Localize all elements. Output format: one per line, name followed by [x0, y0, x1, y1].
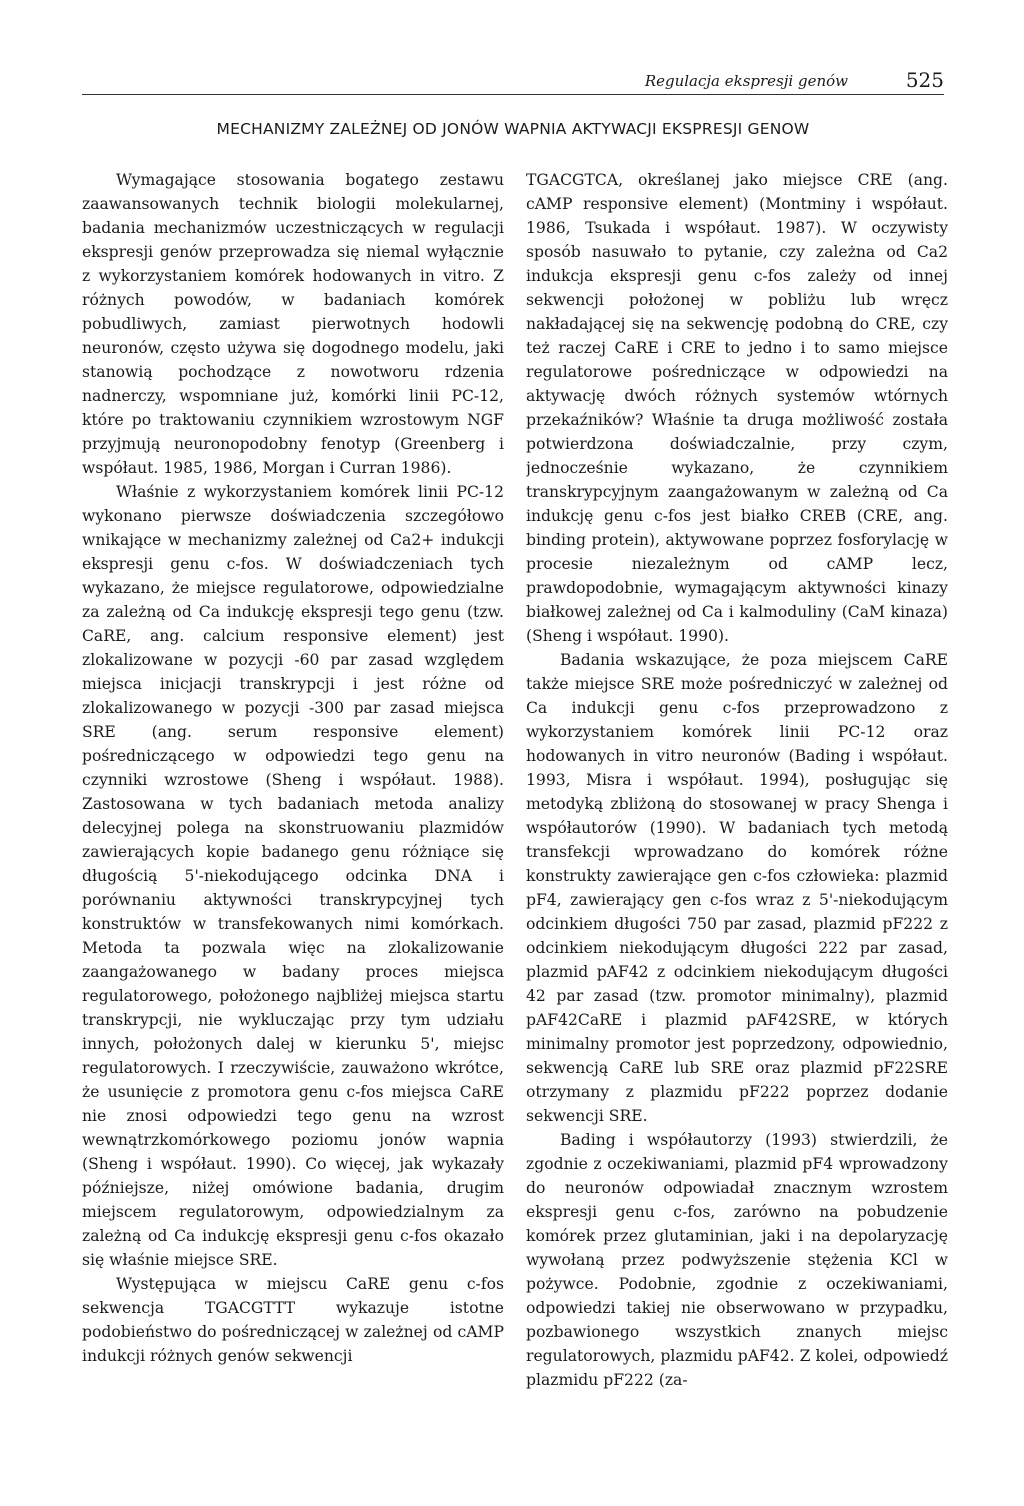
paragraph: TGACGTCA, określanej jako miejsce CRE (ang. cAMP responsive element) (Montminy i współaut. 1986, Tsukada i współaut. 1987). W oczywisty sposób nasuwało to pytanie, czy zależna od Ca2 indukcja ekspresji genu c-fos zależy od innej sekwencji położonej w pobliżu lub wręcz nakładającej się na sekwencję podobną do CRE, czy też raczej CaRE i CRE to jedno i to samo miejsce regulatorowe pośredniczące w odpowiedzi na aktywację dwóch różnych systemów wtórnych przekaźników? Właśnie ta druga możliwość została potwierdzona doświadczalnie, przy czym, jednocześnie wykazano, że czynnikiem transkrypcyjnym zaangażowanym w zależną od Ca indukcję genu c-fos jest białko CREB (CRE, ang. binding protein), aktywowane poprzez fosforylację w procesie niezależnym od cAMP lecz, prawdopodobnie, wymagającym aktywności kinazy białkowej zależnej od Ca i kalmoduliny (CaM kinaza) (Sheng i współaut. 1990). — [526, 171, 948, 645]
paragraph: Wymagające stosowania bogatego zestawu zaawansowanych technik biologii molekularnej, badania mechanizmów uczestniczących w regulacji ekspresji genów przeprowadza się niemal wyłącznie z wykorzystaniem komórek hodowanych in vitro. Z różnych powodów, w badaniach komórek pobudliwych, zamiast pierwotnych hodowli neuronów, często używa się dogodnego modelu, jaki stanowią pochodzące z nowotworu rdzenia nadnerczy, wspomniane już, komórki linii PC-12, które po traktowaniu czynnikiem wzrostowym NGF przyjmują neuronopodobny fenotyp (Greenberg i współaut. 1985, 1986, Morgan i Curran 1986). — [82, 171, 504, 477]
paragraph: Bading i współautorzy (1993) stwierdzili, że zgodnie z oczekiwaniami, plazmid pF4 wprowadzony do neuronów odpowiadał znacznym wzrostem ekspresji genu c-fos, zarówno na pobudzenie komórek przez glutaminian, jaki i na depolaryzację wywołaną przez podwyższenie stężenia KCl w pożywce. Podobnie, zgodnie z oczekiwaniami, odpowiedzi takiej nie obserwowano w przypadku, pozbawionego wszystkich znanych miejsc regulatorowych, plazmidu pAF42. Z kolei, odpowiedź plazmidu pF222 (za- — [526, 1131, 948, 1389]
section-title: MECHANIZMY ZALEŻNEJ OD JONÓW WAPNIA AKTYWACJI EKSPRESJI GENOW — [216, 120, 810, 138]
paragraph: Występująca w miejscu CaRE genu c-fos sekwencja TGACGTTT wykazuje istotne podobieństwo do pośredniczącej w zależnej od cAMP indukcji różnych genów sekwencji — [82, 1275, 504, 1365]
running-title: Regulacja ekspresji genów — [644, 72, 848, 90]
right-column — [526, 168, 948, 1488]
page-number: 525 — [905, 68, 944, 92]
running-head — [82, 70, 944, 95]
left-column — [82, 168, 504, 1488]
paragraph: Właśnie z wykorzystaniem komórek linii PC-12 wykonano pierwsze doświadczenia szczegółowo wnikające w mechanizmy zależnej od Ca2+ indukcji ekspresji genu c-fos. W doświadczeniach tych wykazano, że miejsce regulatorowe, odpowiedzialne za zależną od Ca indukcję ekspresji tego genu (tzw. CaRE, ang. calcium responsive element) jest zlokalizowane w pozycji -60 par zasad względem miejsca inicjacji transkrypcji i jest różne od zlokalizowanego w pozycji -300 par zasad miejsca SRE (ang. serum responsive element) pośredniczącego w odpowiedzi tego genu na czynniki wzrostowe (Sheng i współaut. 1988). Zastosowana w tych badaniach metoda analizy delecyjnej polega na skonstruowaniu plazmidów zawierających kopie badanego genu różniące się długością 5'-niekodującego odcinka DNA i porównaniu aktywności transkrypcyjnej tych konstruktów w transfekowanych nimi komórkach. Metoda ta pozwala więc na zlokalizowanie zaangażowanego w badany proces miejsca regulatorowego, położonego najbliżej miejsca startu transkrypcji, nie wykluczając przy tym udziału innych, położonych dalej w kierunku 5', miejsc regulatorowych. I rzeczywiście, zauważono wkrótce, że usunięcie z promotora genu c-fos miejsca CaRE nie znosi odpowiedzi tego genu na wzrost wewnątrzkomórkowego poziomu jonów wapnia (Sheng i współaut. 1990). Co więcej, jak wykazały późniejsze, niżej omówione badania, drugim miejscem regulatorowym, odpowiedzialnym za zależną od Ca indukcję ekspresji genu c-fos okazało się właśnie miejsce SRE. — [82, 483, 504, 1269]
paragraph: Badania wskazujące, że poza miejscem CaRE także miejsce SRE może pośredniczyć w zależnej od Ca indukcji genu c-fos przeprowadzono z wykorzystaniem komórek linii PC-12 oraz hodowanych in vitro neuronów (Bading i współaut. 1993, Misra i współaut. 1994), posługując się metodyką zbliżoną do stosowanej w pracy Shenga i współautorów (1990). W badaniach tych metodą transfekcji wprowadzano do komórek różne konstrukty zawierające gen c-fos człowieka: plazmid pF4, zawierający gen c-fos wraz z 5'-niekodującym odcinkiem długości 750 par zasad, plazmid pF222 z odcinkiem niekodującym długości 222 par zasad, plazmid pAF42 z odcinkiem niekodującym długości 42 par zasad (tzw. promotor minimalny), plazmid pAF42CaRE i plazmid pAF42SRE, w których minimalny promotor jest poprzedzony, odpowiednio, sekwencją CaRE lub SRE oraz plazmid pF22SRE otrzymany z plazmidu pF222 poprzez dodanie sekwencji SRE. — [526, 651, 948, 1125]
